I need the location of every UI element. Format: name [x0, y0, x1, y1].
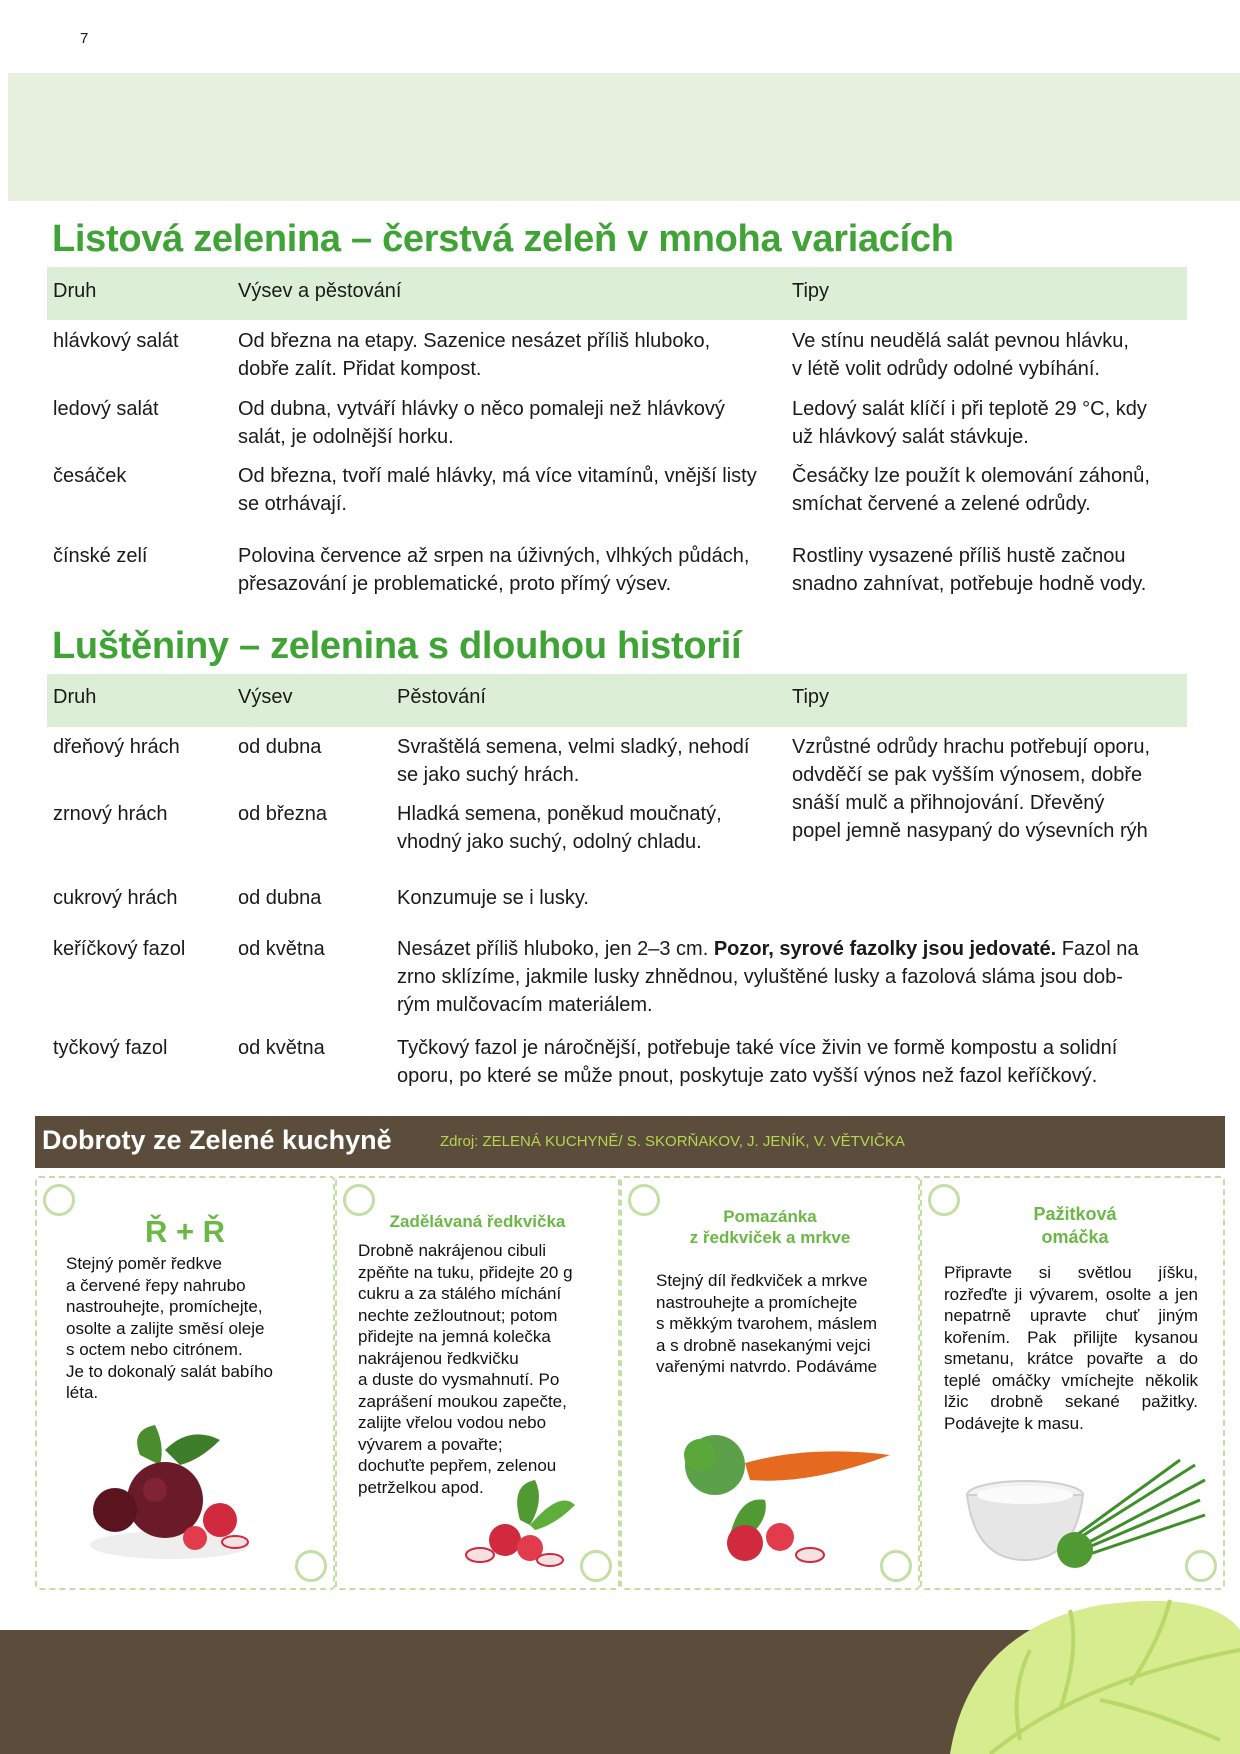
legumes-section-title: Luštěniny – zelenina s dlouhou historií [52, 625, 742, 667]
legumes-row-pestovani: Svraštělá semena, velmi sladký, nehodí se jako suchý hrách. [397, 736, 750, 786]
leafy-row-druh: ledový salát [53, 398, 159, 420]
leafy-section-title: Listová zelenina – čerstvá zeleň v mnoha variacích [52, 218, 954, 260]
leafy-row-tipy: Česáčky lze použít k olemování záhonů, smíchat červené a zelené odrůdy. [792, 465, 1150, 515]
legumes-header-druh: Druh [53, 686, 97, 708]
leafy-row-vysev: Od března, tvoří malé hlávky, má více vitamínů, vnější listy se otrhávají. [238, 465, 757, 515]
legumes-row-pestovani: Konzumuje se i lusky. [397, 887, 589, 909]
leafy-row-vysev: Polovina července až srpen na úživných, vlhkých půdách, přesazování je problematické, proto přímý výsev. [238, 545, 750, 595]
leafy-table-header [47, 267, 1187, 320]
legumes-row-druh: tyčkový fazol [53, 1037, 168, 1059]
legumes-row-pestovani: Tyčkový fazol je náročnější, potřebuje také více živin ve formě kompostu a solidní oporu, po které se může pnout, poskytuje zato vyšší výnos než fazol keříčkový. [397, 1037, 1118, 1087]
leafy-row-vysev: Od dubna, vytváří hlávky o něco pomaleji než hlávkový salát, je odolnější horku. [238, 398, 725, 448]
legumes-row-druh: dřeňový hrách [53, 736, 180, 758]
legumes-row-vysev: od května [238, 1037, 325, 1059]
recipe-title: Zadělávaná ředkvička [389, 1212, 566, 1231]
recipe-text: Stejný poměr ředkve a červené řepy nahrubo nastrouhejte, promíchejte, osolte a zalijte směsí oleje s octem nebo citrónem. Je to dokonalý salát babího léta. [66, 1254, 273, 1402]
leafy-row-tipy: Rostliny vysazené příliš hustě začnou snadno zahnívat, potřebuje hodně vody. [792, 545, 1147, 595]
page-number: 7 [80, 30, 89, 47]
ornament-icon [295, 1550, 327, 1582]
leaf-icon [950, 1590, 1240, 1754]
recipes-source: Zdroj: ZELENÁ KUCHYNĚ/ S. SKORŇAKOV, J. JENÍK, V. VĚTVIČKA [440, 1133, 905, 1150]
leafy-row-druh: hlávkový salát [53, 330, 179, 352]
legumes-row-druh: cukrový hrách [53, 887, 178, 909]
leafy-row-druh: čínské zelí [53, 545, 148, 567]
leafy-row-vysev: Od března na etapy. Sazenice nesázet příliš hluboko, dobře zalít. Přidat kompost. [238, 330, 711, 380]
legumes-row-druh: zrnový hrách [53, 803, 168, 825]
leafy-header-tipy: Tipy [792, 280, 830, 302]
recipe-text: Připravte si světlou jíšku, rozřeďte ji vývarem, osolte a jen nepatrně upravte chuť jiným kořením. Pak přilijte kysanou smetanu, krátce povařte a do teplé omáčky vmíchejte několik lžic drobně sekané pažitky. Podávejte k masu. [944, 1263, 1198, 1433]
recipes-banner-title: Dobroty ze Zelené kuchyně [42, 1125, 392, 1155]
carrot-radish-image [670, 1425, 900, 1575]
legumes-table-header [47, 674, 1187, 727]
recipe-title: Ř + Ř [144, 1214, 226, 1249]
pea-tip: Vzrůstné odrůdy hrachu potřebují oporu, odvděčí se pak vyšším výnosem, dobře snáší mulč a přihnojování. Dřevěný popel jemně nasypaný do výsevních rýh [792, 736, 1150, 842]
sour-cream-chives-image [965, 1455, 1210, 1575]
leafy-row-druh: česáček [53, 465, 127, 487]
radish-image [450, 1480, 580, 1570]
legumes-row-vysev: od května [238, 938, 325, 960]
legumes-row-pestovani: Hladká semena, poněkud moučnatý, vhodný jako suchý, odolný chladu. [397, 803, 722, 853]
ornament-icon [628, 1184, 660, 1216]
legumes-row-vysev: od dubna [238, 736, 322, 758]
poison-warning: Pozor, syrové fazolky jsou jedovaté. [713, 938, 1057, 960]
ornament-icon [43, 1184, 75, 1216]
leafy-header-vysev: Výsev a pěstování [238, 280, 402, 302]
recipes-banner [35, 1116, 1225, 1168]
beet-radish-image [70, 1420, 260, 1570]
recipe-title: Pažitková omáčka [1033, 1204, 1117, 1247]
legumes-row-vysev: od dubna [238, 887, 322, 909]
recipe-text: Stejný díl ředkviček a mrkve nastrouhejte a promíchejte s měkkým tvarohem, máslem a s drobně nasekanými vejci vařenými natvrdo. Podáváme [656, 1271, 878, 1376]
legumes-header-pestovani: Pěstování [397, 686, 486, 708]
legumes-header-vysev: Výsev [238, 686, 293, 708]
legumes-row-druh: keříčkový fazol [53, 938, 186, 960]
legumes-header-tipy: Tipy [792, 686, 830, 708]
legumes-row-vysev: od března [238, 803, 327, 825]
leafy-row-tipy: Ve stínu neudělá salát pevnou hlávku, v létě volit odrůdy odolné vybíhání. [792, 330, 1129, 380]
legumes-row-pestovani: Nesázet příliš hluboko, jen 2–3 cm. Pozor, syrové fazolky jsou jedovaté. Fazol na zrno sklízíme, jakmile lusky zhnědnou, vyluštěné lusky a fazolová sláma jsou dob- rým mulčovacím materiálem. [397, 938, 1139, 1016]
recipe-title: Pomazánka z ředkviček a mrkve [689, 1207, 851, 1247]
leafy-row-tipy: Ledový salát klíčí i při teplotě 29 °C, kdy už hlávkový salát stávkuje. [792, 398, 1147, 448]
top-decorative-band [8, 73, 1240, 201]
ornament-icon [928, 1184, 960, 1216]
leafy-header-druh: Druh [53, 280, 97, 302]
ornament-icon [580, 1550, 612, 1582]
recipe-text: Drobně nakrájenou cibuli zpěňte na tuku, přidejte 20 g cukru a za stálého míchání nechte zežloutnout; potom přidejte na jemná kolečka nakrájenou ředkvičku a duste do vysmahnutí. Po zaprášení moukou zapečte, zalijte vřelou vodou nebo vývarem a povařte; dochuťte pepřem, zelenou petrželkou apod. [358, 1241, 573, 1497]
